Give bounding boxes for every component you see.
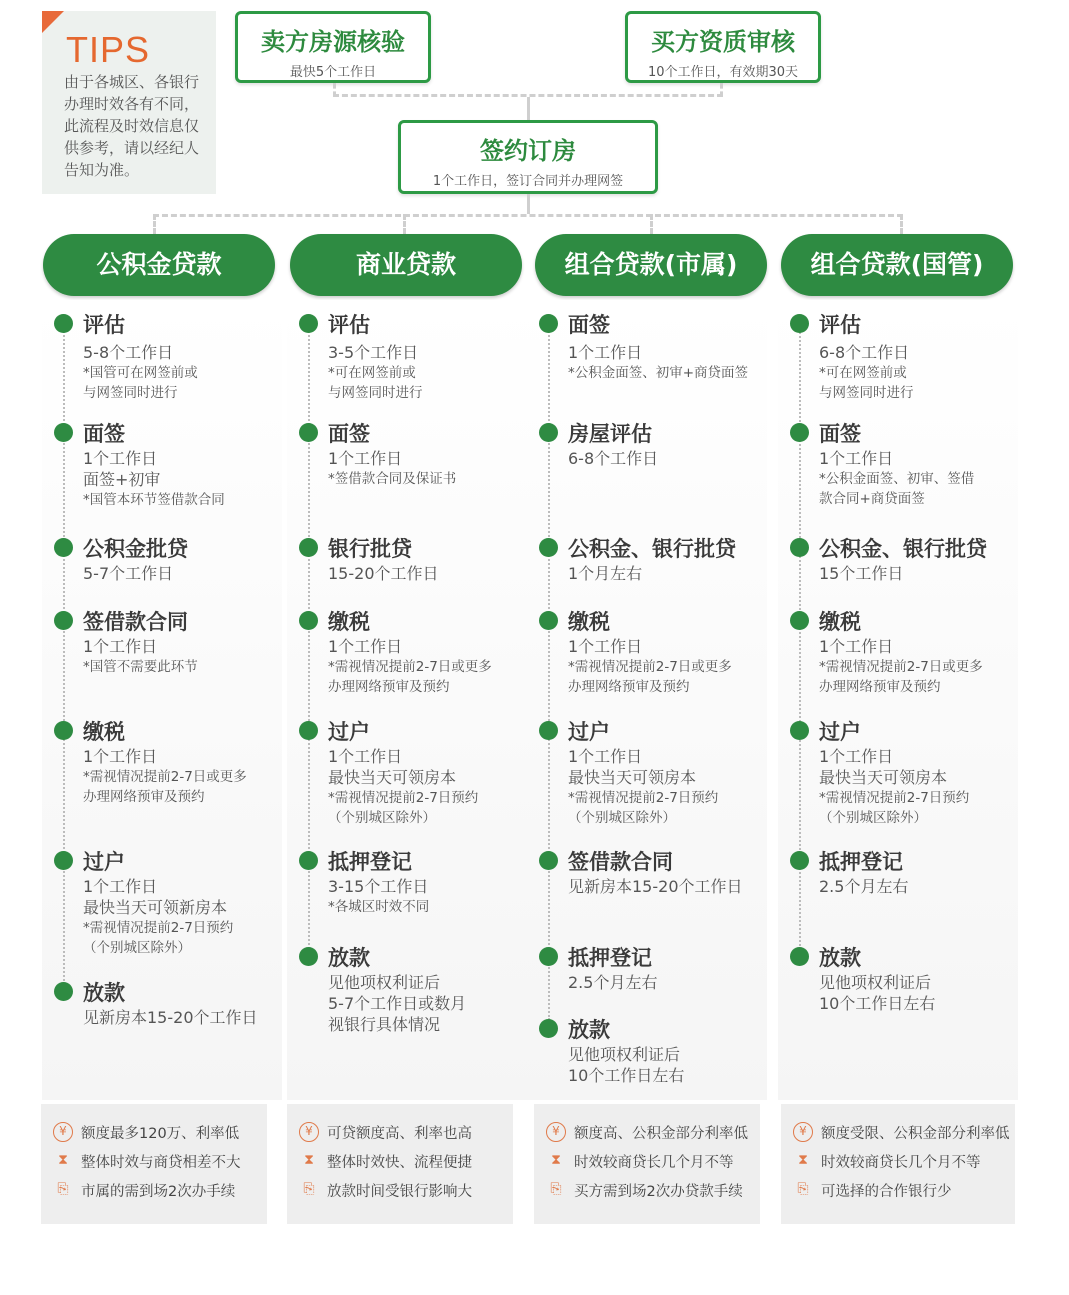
step-title: 公积金、银行批贷 <box>568 537 736 561</box>
step-title: 公积金批贷 <box>83 537 188 561</box>
step-title: 过户 <box>328 720 370 744</box>
summary-row: ¥ 额度最多120万、利率低 <box>41 1122 267 1151</box>
step-line: 1个工作日 <box>568 747 643 766</box>
step-dot-icon <box>539 721 558 740</box>
step-title: 缴税 <box>83 720 125 744</box>
step-line: 15个工作日 <box>819 564 904 583</box>
step-note: （个别城区除外） <box>819 810 927 826</box>
step-title: 房屋评估 <box>568 422 652 446</box>
summary-row: ¥ 额度受限、公积金部分利率低 <box>781 1122 1015 1151</box>
step-line: 见他项权利证后 <box>568 1045 681 1064</box>
summary-row: ¥ 可贷额度高、利率也高 <box>287 1122 513 1151</box>
step-note: *需视情况提前2-7日或更多 <box>328 659 492 675</box>
step-line: 1个工作日 <box>819 637 894 656</box>
column-commercial-loan <box>287 300 527 1100</box>
column-combined-loan-municipal <box>527 300 767 1100</box>
document-icon: ⎘ <box>797 1181 809 1197</box>
header-combined-loan-state: 组合贷款(国管) <box>781 234 1013 296</box>
step-dot-icon <box>539 314 558 333</box>
step-note: （个别城区除外） <box>328 810 436 826</box>
timeline-line <box>63 320 65 1000</box>
step-dot-icon <box>54 721 73 740</box>
step-dot-icon <box>539 538 558 557</box>
seller-verification-box <box>235 11 431 83</box>
yen-coin-icon: ¥ <box>299 1122 319 1142</box>
buyer-review-box <box>625 11 821 83</box>
step-dot-icon <box>790 947 809 966</box>
step-line: 3-15个工作日 <box>328 877 429 896</box>
step-title: 缴税 <box>819 610 861 634</box>
step-title: 评估 <box>328 313 370 337</box>
hourglass-icon: ⧗ <box>58 1152 68 1168</box>
step-dot-icon <box>54 423 73 442</box>
summary-row: ⎘ 市属的需到场2次办手续 <box>41 1180 267 1209</box>
step-note: 与网签同时进行 <box>328 385 423 401</box>
summary-commercial-loan <box>287 1104 513 1224</box>
step-line: 见他项权利证后 <box>328 973 441 992</box>
step-dot-icon <box>299 538 318 557</box>
mid-connector-stem <box>527 194 530 214</box>
step-note: （个别城区除外） <box>568 810 676 826</box>
step-line: 1个工作日 <box>83 877 158 896</box>
step-dot-icon <box>54 982 73 1001</box>
step-dot-icon <box>539 851 558 870</box>
summary-row: ⧗ 整体时效快、流程便捷 <box>287 1151 513 1180</box>
step-line: 最快当天可领房本 <box>568 768 697 787</box>
tips-box <box>42 11 216 194</box>
step-note: 与网签同时进行 <box>819 385 914 401</box>
step-dot-icon <box>539 947 558 966</box>
step-note: *签借款合同及保证书 <box>328 471 457 487</box>
step-line: 5-8个工作日 <box>83 343 174 362</box>
step-title: 放款 <box>83 981 125 1005</box>
summary-row: ⎘ 买方需到场2次办贷款手续 <box>534 1180 760 1209</box>
step-line: 6-8个工作日 <box>819 343 910 362</box>
column-combined-loan-state <box>778 300 1018 1100</box>
step-line: 1个工作日 <box>568 343 643 362</box>
step-line: 1个月左右 <box>568 564 643 583</box>
step-note: *需视情况提前2-7日预约 <box>328 790 479 806</box>
step-dot-icon <box>790 423 809 442</box>
step-line: 见新房本15-20个工作日 <box>83 1008 258 1027</box>
summary-combined-loan-state <box>781 1104 1015 1224</box>
yen-coin-icon: ¥ <box>793 1122 813 1142</box>
step-line: 1个工作日 <box>819 747 894 766</box>
step-dot-icon <box>790 611 809 630</box>
step-line: 最快当天可领房本 <box>819 768 948 787</box>
summary-provident-fund-loan <box>41 1104 267 1224</box>
step-note: *需视情况提前2-7日或更多 <box>819 659 983 675</box>
header-combined-loan-municipal: 组合贷款(市属) <box>535 234 767 296</box>
step-title: 抵押登记 <box>819 850 903 874</box>
step-line: 1个工作日 <box>328 747 403 766</box>
step-line: 1个工作日 <box>328 449 403 468</box>
summary-row: ⎘ 可选择的合作银行少 <box>781 1180 1015 1209</box>
step-dot-icon <box>54 611 73 630</box>
mid-connector-branch-3 <box>650 214 653 234</box>
mid-connector <box>153 214 903 234</box>
step-line: 见他项权利证后 <box>819 973 932 992</box>
step-dot-icon <box>790 314 809 333</box>
summary-row: ¥ 额度高、公积金部分利率低 <box>534 1122 760 1151</box>
step-title: 公积金、银行批贷 <box>819 537 987 561</box>
step-line: 见新房本15-20个工作日 <box>568 877 743 896</box>
step-title: 面签 <box>83 422 125 446</box>
yen-coin-icon: ¥ <box>53 1122 73 1142</box>
signing-title: 签约订房 <box>480 137 576 165</box>
step-title: 抵押登记 <box>568 946 652 970</box>
step-line: 6-8个工作日 <box>568 449 659 468</box>
step-dot-icon <box>299 947 318 966</box>
tips-corner-marker <box>42 11 64 33</box>
step-title: 过户 <box>83 850 125 874</box>
step-note: 办理网络预审及预约 <box>819 679 941 695</box>
step-title: 缴税 <box>568 610 610 634</box>
tips-text: 由于各城区、各银行办理时效各有不同，此流程及时效信息仅供参考，请以经纪人告知为准。 <box>64 73 200 179</box>
step-title: 过户 <box>819 720 861 744</box>
step-title: 放款 <box>819 946 861 970</box>
top-connector <box>333 83 723 97</box>
step-dot-icon <box>299 851 318 870</box>
mid-connector-branch-2 <box>403 214 406 234</box>
step-note: *需视情况提前2-7日或更多 <box>568 659 732 675</box>
step-note: 办理网络预审及预约 <box>568 679 690 695</box>
step-line: 10个工作日左右 <box>819 994 936 1013</box>
step-dot-icon <box>299 423 318 442</box>
step-line: 视银行具体情况 <box>328 1015 441 1034</box>
step-dot-icon <box>539 1019 558 1038</box>
step-note: *公积金面签、初审+商贷面签 <box>568 365 749 381</box>
summary-row: ⎘ 放款时间受银行影响大 <box>287 1180 513 1209</box>
buyer-review-subtitle: 10个工作日，有效期30天 <box>647 65 799 80</box>
hourglass-icon: ⧗ <box>551 1152 561 1168</box>
hourglass-icon: ⧗ <box>798 1152 808 1168</box>
buyer-review-title: 买方资质审核 <box>651 28 795 56</box>
step-note: 款合同+商贷面签 <box>819 491 925 507</box>
step-dot-icon <box>54 851 73 870</box>
step-title: 面签 <box>328 422 370 446</box>
step-note: *可在网签前或 <box>328 365 416 381</box>
step-note: 办理网络预审及预约 <box>328 679 450 695</box>
step-note: *需视情况提前2-7日预约 <box>83 920 234 936</box>
step-line: 2.5个月左右 <box>819 877 909 896</box>
header-provident-fund-loan: 公积金贷款 <box>43 234 275 296</box>
step-line: 15-20个工作日 <box>328 564 439 583</box>
step-dot-icon <box>539 423 558 442</box>
step-dot-icon <box>539 611 558 630</box>
step-dot-icon <box>790 538 809 557</box>
step-title: 面签 <box>568 313 610 337</box>
step-line: 5-7个工作日或数月 <box>328 994 467 1013</box>
step-title: 放款 <box>568 1018 610 1042</box>
signing-subtitle: 1个工作日，签订合同并办理网签 <box>432 174 624 189</box>
step-dot-icon <box>299 314 318 333</box>
step-dot-icon <box>54 538 73 557</box>
hourglass-icon: ⧗ <box>304 1152 314 1168</box>
step-title: 抵押登记 <box>328 850 412 874</box>
step-line: 3-5个工作日 <box>328 343 419 362</box>
seller-verification-subtitle: 最快5个工作日 <box>289 65 377 80</box>
seller-verification-title: 卖方房源核验 <box>261 28 405 56</box>
step-note: *国管不需要此环节 <box>83 659 198 675</box>
summary-combined-loan-municipal <box>534 1104 760 1224</box>
step-title: 放款 <box>328 946 370 970</box>
step-line: 1个工作日 <box>83 747 158 766</box>
step-dot-icon <box>299 721 318 740</box>
step-note: （个别城区除外） <box>83 940 191 956</box>
step-line: 1个工作日 <box>568 637 643 656</box>
summary-row: ⧗ 整体时效与商贷相差不大 <box>41 1151 267 1180</box>
step-line: 2.5个月左右 <box>568 973 658 992</box>
step-line: 最快当天可领房本 <box>328 768 457 787</box>
document-icon: ⎘ <box>303 1181 315 1197</box>
step-line: 10个工作日左右 <box>568 1066 685 1085</box>
step-dot-icon <box>54 314 73 333</box>
step-line: 1个工作日 <box>83 637 158 656</box>
summary-row: ⧗ 时效较商贷长几个月不等 <box>781 1151 1015 1180</box>
step-line: 1个工作日 <box>83 449 158 468</box>
step-line: 1个工作日 <box>328 637 403 656</box>
column-provident-fund-loan <box>42 300 282 1100</box>
step-title: 面签 <box>819 422 861 446</box>
step-line: 面签+初审 <box>83 470 161 489</box>
step-note: 办理网络预审及预约 <box>83 789 205 805</box>
step-title: 签借款合同 <box>568 850 673 874</box>
step-note: *各城区时效不同 <box>328 899 430 915</box>
document-icon: ⎘ <box>550 1181 562 1197</box>
step-title: 签借款合同 <box>83 610 188 634</box>
yen-coin-icon: ¥ <box>546 1122 566 1142</box>
step-note: *需视情况提前2-7日或更多 <box>83 769 247 785</box>
document-icon: ⎘ <box>57 1181 69 1197</box>
top-connector-stem <box>527 97 530 121</box>
step-note: *国管本环节签借款合同 <box>83 492 225 508</box>
signing-box <box>398 120 658 194</box>
step-note: *公积金面签、初审、签借 <box>819 471 975 487</box>
step-title: 过户 <box>568 720 610 744</box>
step-title: 银行批贷 <box>328 537 412 561</box>
header-commercial-loan: 商业贷款 <box>290 234 522 296</box>
step-note: *可在网签前或 <box>819 365 907 381</box>
step-title: 缴税 <box>328 610 370 634</box>
step-title: 评估 <box>83 313 125 337</box>
step-note: *需视情况提前2-7日预约 <box>568 790 719 806</box>
step-line: 5-7个工作日 <box>83 564 174 583</box>
step-title: 评估 <box>819 313 861 337</box>
step-note: 与网签同时进行 <box>83 385 178 401</box>
step-line: 最快当天可领新房本 <box>83 898 228 917</box>
step-dot-icon <box>790 851 809 870</box>
step-note: *国管可在网签前或 <box>83 365 198 381</box>
summary-row: ⧗ 时效较商贷长几个月不等 <box>534 1151 760 1180</box>
step-line: 1个工作日 <box>819 449 894 468</box>
tips-title: TIPS <box>66 29 151 70</box>
step-dot-icon <box>299 611 318 630</box>
step-note: *需视情况提前2-7日预约 <box>819 790 970 806</box>
step-dot-icon <box>790 721 809 740</box>
